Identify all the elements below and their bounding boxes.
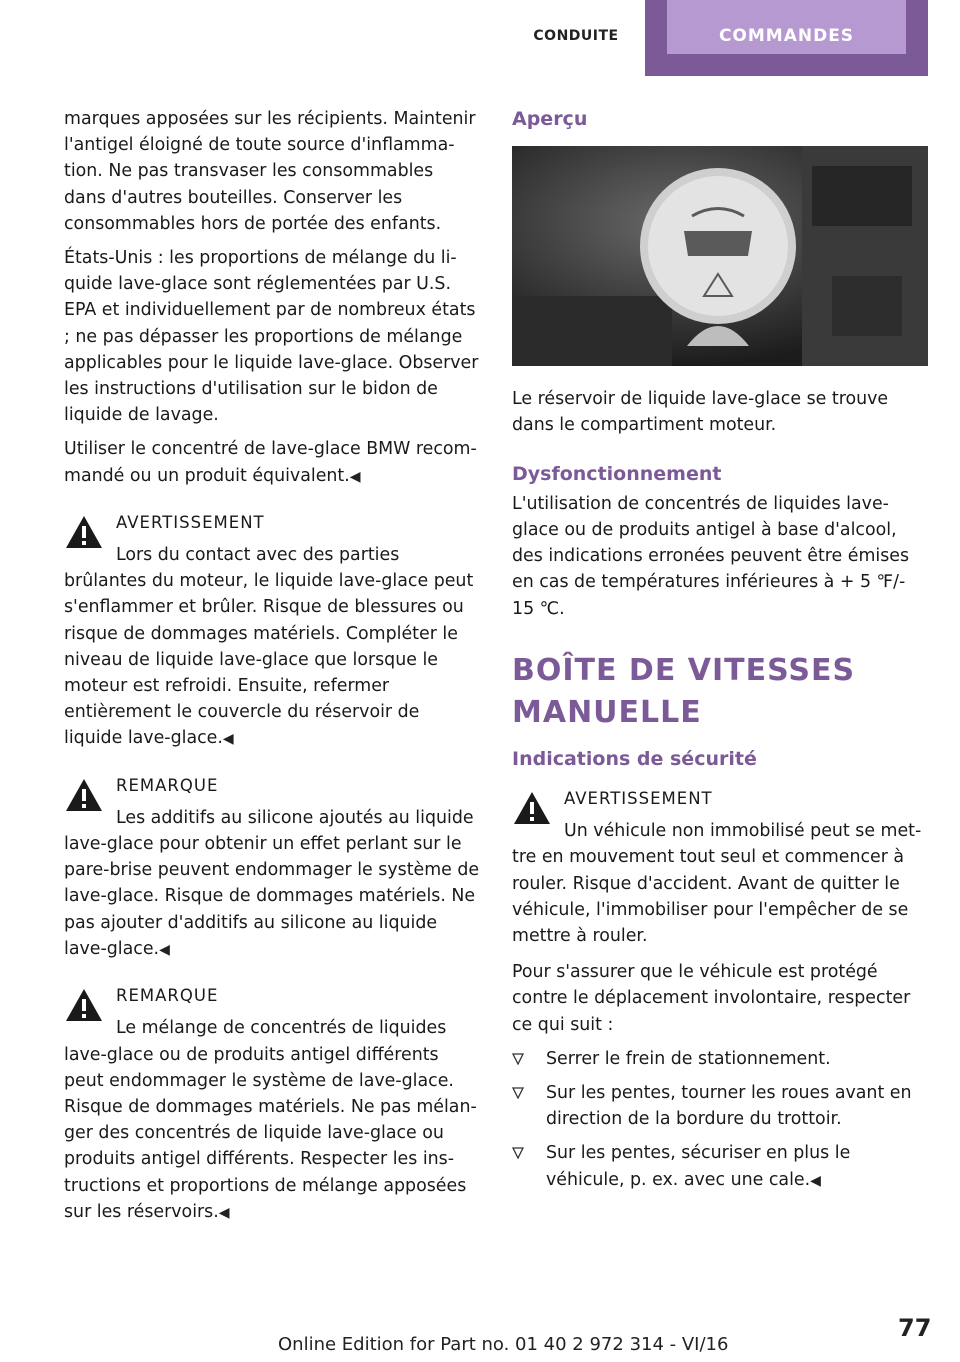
note-body [64, 805, 480, 963]
tab-conduite-label: CONDUITE [533, 28, 619, 44]
triangle-bullet-icon [512, 1147, 524, 1159]
warning-body-text: Lors du contact avec des parties brûlantes du moteur, le liquide lave-glace peut s'enflammer et brûler. Risque de blessures ou risque de dommages matériels. Compléter le niveau de liquide lave-glace que lorsque le moteur est refroidi. Ensuite, refermer entièrement le couvercle du réservoir de liquide lave-glace. [64, 545, 474, 749]
warning-heading: AVERTISSEMENT [564, 789, 713, 809]
paragraph-consumables: marques apposées sur les récipients. Maintenir l'antigel éloigné de toute source d'inflammation. Ne pas transvaser les consommables dans d'autres bouteilles. Conserver les consommables hors de portée des enfants. [64, 109, 476, 234]
end-mark: ◀ [159, 941, 170, 958]
note-heading: REMARQUE [116, 986, 219, 1006]
list-item-text: Sur les pentes, sécuriser en plus le véhicule, p. ex. avec une cale. [546, 1143, 851, 1190]
triangle-bullet-icon [512, 1053, 524, 1065]
list-item-text: Serrer le frein de stationnement. [546, 1048, 831, 1069]
warning-triangle-icon [64, 777, 104, 813]
list-item-text: Sur les pentes, tourner les roues avant en direction de la bordure du trottoir. [546, 1083, 912, 1130]
heading-securite: Indications de sécurité [512, 747, 757, 770]
end-mark: ◀ [810, 1172, 821, 1189]
tab-commandes-inner [667, 0, 906, 54]
heading-boite-vitesses: BOÎTE DE VITESSES MANUELLE [512, 652, 856, 730]
note-body-text: Le mélange de concentrés de liquides lave-glace ou de produits antigel différents peut endommager le système de lave-glace. Risque de dommages matériels. Ne pas mélanger des concentrés de liquide lave-glace ou produits antigel différents. Respecter les instructions et proportions de mélange apposées sur les réservoirs. [64, 1018, 477, 1222]
warning-body: Un véhicule non immobilisé peut se mettre en mouvement tout seul et commencer à rouler. Risque d'accident. Avant de quitter le véhicule, l'immobiliser pour l'empêcher de se mettre à rouler. [512, 821, 922, 947]
note-block-silicone [64, 773, 480, 963]
paragraph-recommended-concentrate [64, 436, 480, 489]
page-number: 77 [898, 1314, 932, 1342]
warning-block-burning [64, 510, 480, 753]
warning-triangle-icon [64, 514, 104, 550]
heading-apercu: Aperçu [512, 108, 588, 130]
paragraph-usa-regulations: États-Unis : les proportions de mélange du liquide lave-glace sont réglementées par U.S. EPA et individuellement par de nombreux états ; ne pas dépasser les proportions de mélange applicables pour le liquide lave-glace. Observer les instructions d'utilisation sur le bidon de liquide de lavage. [64, 248, 479, 426]
warning-triangle-icon [64, 987, 104, 1023]
tab-commandes-label: COMMANDES [718, 26, 855, 46]
note-heading: REMARQUE [116, 775, 219, 795]
tab-commandes[interactable] [645, 0, 928, 76]
end-mark: ◀ [218, 1204, 230, 1221]
list-item [512, 1046, 928, 1072]
warning-body [64, 542, 480, 753]
precautions-list [512, 1046, 928, 1194]
left-column [64, 106, 480, 1236]
warning-block-rolling [512, 786, 928, 949]
paragraph-recommended-concentrate-text: Utiliser le concentré de lave-glace BMW recommandé ou un produit équivalent. [64, 439, 477, 486]
list-item [512, 1080, 928, 1132]
warning-triangle-icon [512, 790, 552, 826]
paragraph-reservoir-location: Le réservoir de liquide lave-glace se trouve dans le compartiment moteur. [512, 389, 889, 436]
list-item [512, 1140, 928, 1193]
edition-note: Online Edition for Part no. 01 40 2 972 314 - VI/16 [278, 1334, 729, 1355]
end-mark: ◀ [222, 731, 234, 748]
note-body [64, 1015, 480, 1226]
tab-conduite[interactable] [508, 0, 644, 76]
warning-heading: AVERTISSEMENT [116, 512, 265, 532]
heading-dysfonctionnement: Dysfonctionnement [512, 462, 722, 485]
washer-reservoir-photo [512, 146, 928, 366]
triangle-bullet-icon [512, 1087, 524, 1099]
paragraph-dysfonctionnement: L'utilisation de concentrés de liquides lave-glace ou de produits antigel à base d'alcool, des indications erronées peuvent être émises en cas de températures inférieures à + 5 ℉/- 15 ℃. [512, 493, 910, 619]
note-body-text: Les additifs au silicone ajoutés au liquide lave-glace pour obtenir un effet perlant sur le pare-brise peuvent endommager le système de lave-glace. Risque de dommages matériels. Ne pas ajouter d'additifs au silicone au liquide lave-glace. [64, 807, 480, 959]
right-column [512, 106, 928, 1202]
end-mark: ◀ [349, 468, 361, 485]
note-block-mixing [64, 983, 480, 1226]
paragraph-protection: Pour s'assurer que le véhicule est protégé contre le déplacement involontaire, respecter ce qui suit : [512, 962, 911, 1035]
